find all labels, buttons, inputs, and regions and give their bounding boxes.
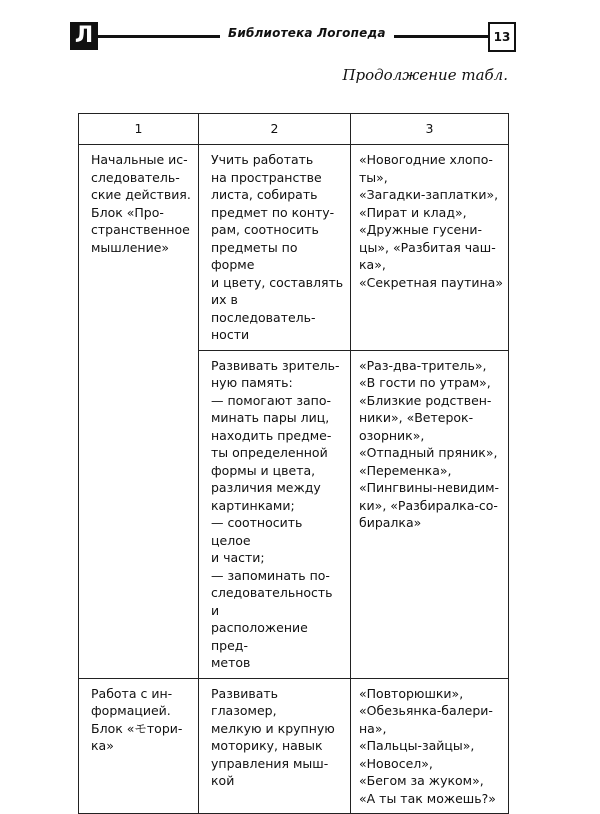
table-cell xyxy=(79,145,199,679)
cell-text: Развивать зритель- ную память: — помогают запо- минать пары лиц, находить предме- ты определенной формы и цвета, различия между картинками; — соотносить целое и части; — запоминать по- следовательность и расположение пред- метов xyxy=(211,357,340,670)
table-cell xyxy=(199,145,351,351)
cell-text: «Раз-два-тритель», «В гости по утрам», «Близкие родствен- ники», «Ветерок- озорник», «Отпадный пряник», «Переменка», «Пингвины-невидим- ки», «Разбиралка-со- биралка» xyxy=(359,357,500,530)
cell-text: Развивать глазомер, мелкую и крупную моторику, навык управления мыш- кой xyxy=(211,685,335,788)
column-header: 2 xyxy=(199,114,351,145)
running-title: Библиотека Логопеда xyxy=(220,26,394,40)
table-cell xyxy=(351,145,509,351)
table-row xyxy=(79,678,509,814)
table-row xyxy=(79,145,509,351)
cell-text: «Новогодние хлопо- ты», «Загадки-заплатки», «Пират и клад», «Дружные гусени- цы», «Разбитая чаш- ка», «Секретная паутина» xyxy=(359,152,503,290)
page-header xyxy=(70,22,516,52)
cell-text: Учить работать на пространстве листа, собирать предмет по конту- рам, соотносить предметы по форме и цвету, составлять их в последователь- ности xyxy=(211,152,344,342)
continuation-label: Продолжение табл. xyxy=(342,66,508,84)
table-cell xyxy=(79,678,199,814)
cell-text: Начальные ис- следователь- ские действия. Блок «Про- странственное мышление» xyxy=(91,152,191,255)
cell-text: Работа с ин- формацией. Блок «モтори- ка» xyxy=(91,685,183,753)
cell-text: «Повторюшки», «Обезьянка-балери- на», «Пальцы-зайцы», «Новосел», «Бегом за жуком», «А ты так можешь?» xyxy=(359,685,496,806)
column-header: 1 xyxy=(79,114,199,145)
page-number: 13 xyxy=(488,22,516,52)
logo-badge: Л xyxy=(70,22,98,50)
table-cell xyxy=(199,678,351,814)
table-cell xyxy=(351,678,509,814)
table-cell xyxy=(351,350,509,678)
column-header: 3 xyxy=(351,114,509,145)
content-table xyxy=(78,113,509,814)
table-header-row xyxy=(79,114,509,145)
table-cell xyxy=(199,350,351,678)
